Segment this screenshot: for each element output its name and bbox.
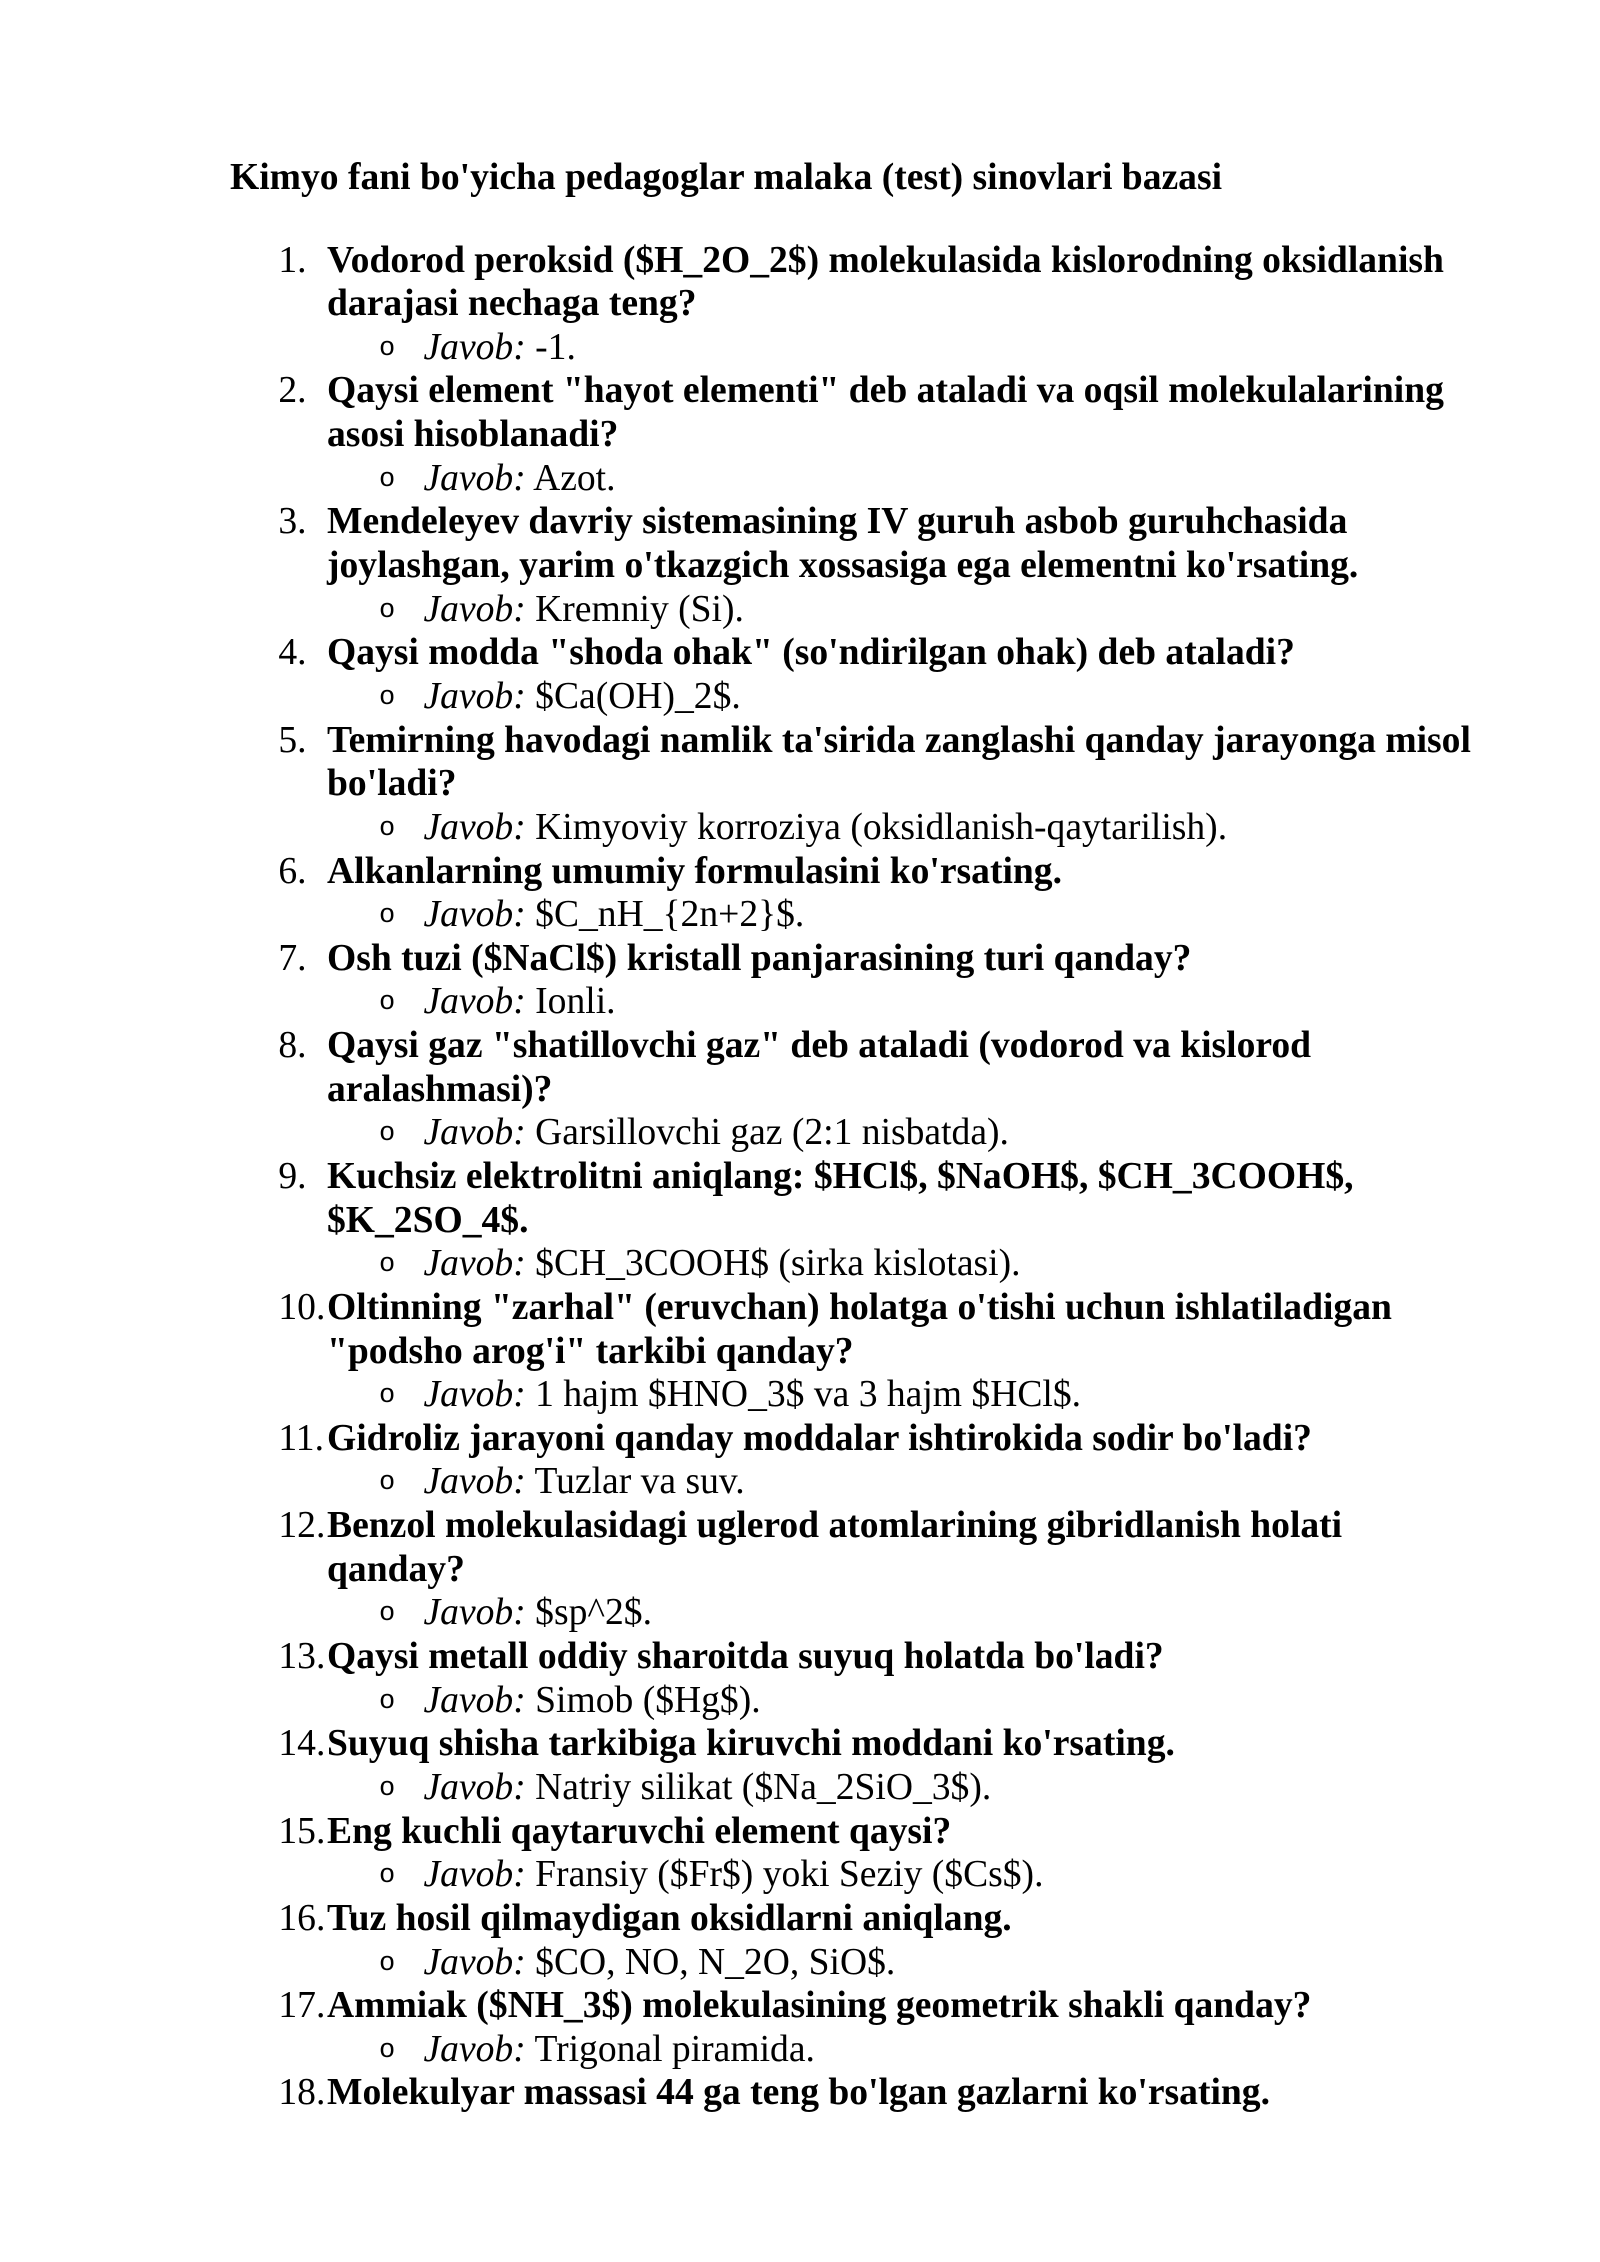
answer-text: Ionli. (535, 981, 616, 1023)
answer-text: 1 hajm $HNO_3$ va 3 hajm $HCl$. (535, 1374, 1082, 1416)
question-number: 2. (278, 370, 307, 412)
question-text: Temirning havodagi namlik ta'sirida zanglashi qanday jarayonga misol bo'ladi? (327, 719, 1471, 805)
answer-text: Azot. (533, 457, 616, 499)
question-item (230, 1504, 1488, 1635)
question-text: Osh tuzi ($NaCl$) kristall panjarasining turi qanday? (327, 937, 1192, 979)
question-item (230, 1722, 1488, 1809)
question-number: 15. (278, 1810, 326, 1852)
question-number: 18. (278, 2072, 326, 2114)
question (230, 1810, 1488, 1854)
question-item (230, 1417, 1488, 1504)
question-item (230, 500, 1488, 631)
question (230, 719, 1488, 806)
question-text: Eng kuchli qaytaruvchi element qaysi? (327, 1810, 952, 1852)
question-item (230, 1984, 1488, 2071)
document-title: Kimyo fani bo'yicha pedagoglar malaka (test) sinovlari bazasi (230, 157, 1223, 198)
bullet-marker: o (379, 901, 396, 932)
answer-line (230, 980, 1488, 1024)
question-item (230, 1810, 1488, 1897)
answer-line (230, 588, 1488, 632)
answer-text: Garsillovchi gaz (2:1 nisbatda). (535, 1112, 1009, 1154)
question (230, 2071, 1488, 2115)
question-text: Ammiak ($NH_3$) molekulasining geometrik shakli qanday? (327, 1985, 1312, 2027)
question-number: 4. (278, 632, 307, 674)
question-number: 10. (278, 1286, 326, 1328)
question-item (230, 369, 1488, 500)
question (230, 1417, 1488, 1461)
question-number: 13. (278, 1636, 326, 1678)
question-list (230, 239, 1488, 2116)
answer-line (230, 806, 1488, 850)
answer-line (230, 675, 1488, 719)
question-item (230, 850, 1488, 937)
answer-line (230, 1766, 1488, 1810)
question-text: Tuz hosil qilmaydigan oksidlarni aniqlang. (327, 1897, 1012, 1939)
answer-label: Javob: (423, 1766, 526, 1808)
answer-label: Javob: (423, 326, 526, 368)
question-text: Alkanlarning umumiy formulasini ko'rsating. (327, 850, 1062, 892)
answer-label: Javob: (423, 1941, 526, 1983)
answer-label: Javob: (423, 1461, 526, 1503)
question-text: Suyuq shisha tarkibiga kiruvchi moddani ko'rsating. (327, 1723, 1175, 1765)
question (230, 1897, 1488, 1941)
document-body (230, 156, 1488, 2115)
question (230, 1722, 1488, 1766)
answer-text: $sp^2$. (535, 1592, 652, 1634)
answer-line (230, 1591, 1488, 1635)
question-item (230, 2071, 1488, 2115)
question-text: Kuchsiz elektrolitni aniqlang: $HCl$, $NaOH$, $CH_3COOH$, $K_2SO_4$. (327, 1155, 1354, 1241)
question-number: 17. (278, 1985, 326, 2027)
bullet-marker: o (379, 2035, 396, 2066)
answer-line (230, 1111, 1488, 1155)
question-number: 11. (278, 1417, 324, 1459)
question-text: Vodorod peroksid ($H_2O_2$) molekulasida kislorodning oksidlanish darajasi nechaga teng? (327, 239, 1444, 325)
answer-line (230, 1941, 1488, 1985)
answer-label: Javob: (423, 806, 526, 848)
bullet-marker: o (379, 333, 396, 364)
answer-label: Javob: (423, 675, 526, 717)
question-item (230, 1155, 1488, 1286)
question-text: Qaysi element "hayot elementi" deb ataladi va oqsil molekulalarining asosi hisoblanadi? (327, 370, 1444, 456)
bullet-marker: o (379, 1119, 396, 1150)
question-number: 6. (278, 850, 307, 892)
bullet-marker: o (379, 1599, 396, 1630)
question-text: Gidroliz jarayoni qanday moddalar ishtirokida sodir bo'ladi? (327, 1417, 1312, 1459)
answer-text: Kremniy (Si). (535, 588, 744, 630)
bullet-marker: o (379, 464, 396, 495)
answer-text: -1. (535, 326, 576, 368)
question-text: Molekulyar massasi 44 ga teng bo'lgan gazlarni ko'rsating. (327, 2072, 1270, 2114)
bullet-marker: o (379, 1948, 396, 1979)
question (230, 1155, 1488, 1242)
bullet-marker: o (379, 682, 396, 713)
question (230, 239, 1488, 326)
question (230, 1024, 1488, 1111)
answer-text: Simob ($Hg$). (535, 1679, 761, 1721)
question-item (230, 1635, 1488, 1722)
answer-label: Javob: (423, 1592, 526, 1634)
answer-label: Javob: (423, 1112, 526, 1154)
question (230, 937, 1488, 981)
answer-text: Kimyoviy korroziya (oksidlanish-qaytarilish). (535, 806, 1228, 848)
answer-text: $CO, NO, N_2O, SiO$. (535, 1941, 896, 1983)
question-text: Qaysi gaz "shatillovchi gaz" deb ataladi (vodorod va kislorod aralashmasi)? (327, 1025, 1312, 1110)
answer-label: Javob: (423, 2028, 526, 2070)
answer-label: Javob: (423, 1679, 526, 1721)
answer-line (230, 326, 1488, 370)
question-number: 5. (278, 719, 307, 761)
question-item (230, 239, 1488, 370)
bullet-marker: o (379, 1468, 396, 1499)
answer-text: Natriy silikat ($Na_2SiO_3$). (535, 1766, 992, 1808)
question-number: 9. (278, 1155, 307, 1197)
answer-label: Javob: (423, 1374, 526, 1416)
question-number: 8. (278, 1025, 307, 1067)
answer-text: $Ca(OH)_2$. (535, 675, 741, 717)
answer-label: Javob: (423, 457, 526, 499)
question-number: 16. (278, 1897, 326, 1939)
question-text: Benzol molekulasidagi uglerod atomlarining gibridlanish holati qanday? (327, 1505, 1343, 1590)
answer-text: $C_nH_{2n+2}$. (535, 894, 805, 936)
bullet-marker: o (379, 1250, 396, 1281)
answer-line (230, 457, 1488, 501)
question (230, 1635, 1488, 1679)
question-item (230, 1286, 1488, 1417)
question (230, 369, 1488, 456)
answer-label: Javob: (423, 1854, 526, 1896)
answer-text: $CH_3COOH$ (sirka kislotasi). (535, 1243, 1021, 1285)
question (230, 1286, 1488, 1373)
question-text: Oltinning "zarhal" (eruvchan) holatga o'tishi uchun ishlatiladigan "podsho arog'i" tarkibi qanday? (327, 1286, 1392, 1372)
question-number: 3. (278, 501, 307, 543)
question (230, 1984, 1488, 2028)
bullet-marker: o (379, 1381, 396, 1412)
question-text: Qaysi metall oddiy sharoitda suyuq holatda bo'ladi? (327, 1636, 1164, 1678)
question-item (230, 631, 1488, 718)
answer-label: Javob: (423, 981, 526, 1023)
question (230, 850, 1488, 894)
answer-text: Tuzlar va suv. (534, 1461, 745, 1503)
answer-line (230, 893, 1488, 937)
question-text: Mendeleyev davriy sistemasining IV guruh asbob guruhchasida joylashgan, yarim o'tkazgich xossasiga ega elementni ko'rsating. (327, 501, 1359, 587)
answer-label: Javob: (423, 1243, 526, 1285)
answer-text: Trigonal piramida. (534, 2028, 815, 2070)
question-text: Qaysi modda "shoda ohak" (so'ndirilgan ohak) deb ataladi? (327, 632, 1295, 674)
answer-label: Javob: (423, 894, 526, 936)
answer-line (230, 1373, 1488, 1417)
question-number: 14. (278, 1723, 326, 1765)
answer-line (230, 1242, 1488, 1286)
question (230, 1504, 1488, 1591)
bullet-marker: o (379, 1686, 396, 1717)
question-item (230, 937, 1488, 1024)
question-number: 12. (278, 1505, 326, 1547)
question (230, 500, 1488, 587)
answer-line (230, 1460, 1488, 1504)
question-number: 1. (278, 239, 307, 281)
bullet-marker: o (379, 988, 396, 1019)
bullet-marker: o (379, 1861, 396, 1892)
answer-line (230, 2028, 1488, 2072)
bullet-marker: o (379, 813, 396, 844)
answer-label: Javob: (423, 588, 526, 630)
answer-text: Fransiy ($Fr$) yoki Seziy ($Cs$). (535, 1854, 1044, 1896)
question (230, 631, 1488, 675)
bullet-marker: o (379, 595, 396, 626)
question-item (230, 1024, 1488, 1155)
answer-line (230, 1853, 1488, 1897)
answer-line (230, 1679, 1488, 1723)
question-number: 7. (278, 937, 307, 979)
question-item (230, 719, 1488, 850)
bullet-marker: o (379, 1773, 396, 1804)
question-item (230, 1897, 1488, 1984)
